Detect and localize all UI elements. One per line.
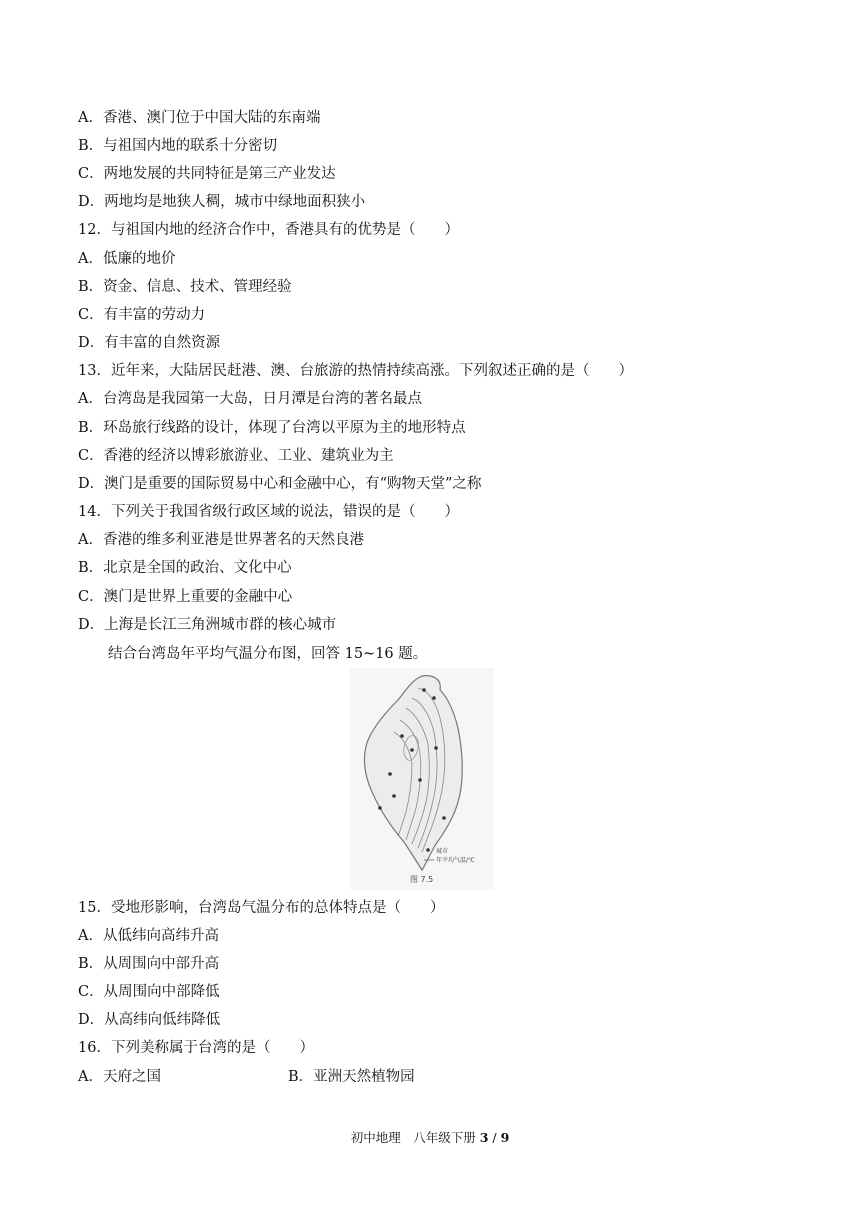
page-total: 9 [500,1130,510,1145]
page-number: 3 [479,1130,489,1145]
q16-option-b: B．亚洲天然植物园 [288,1069,415,1085]
q11-option-c: C．两地发展的共同特征是第三产业发达 [78,166,336,182]
city-marker [410,748,414,752]
q15-stem: 15．受地形影响，台湾岛气温分布的总体特点是（ ） [78,900,445,916]
city-marker [400,734,404,738]
q13-option-a: A．台湾岛是我园第一大岛，日月潭是台湾的著名最点 [78,391,422,407]
page-footer [0,1129,860,1147]
figure-intro: 结合台湾岛年平均气温分布图，回答 15~16 题。 [108,646,428,662]
legend-isotherm-label: 年平均气温/℃ [436,857,475,864]
city-marker [432,696,436,700]
q14-stem: 14．下列关于我国省级行政区域的说法，错误的是（ ） [78,504,459,520]
city-marker [388,772,392,776]
city-marker [442,816,446,820]
q13-stem: 13．近年来，大陆居民赶港、澳、台旅游的热情持续高涨。下列叙述正确的是（ ） [78,363,633,379]
q13-option-c: C．香港的经济以博彩旅游业、工业、建筑业为主 [78,448,394,464]
q12-option-c: C．有丰富的劳动力 [78,307,206,323]
city-marker [434,746,438,750]
q15-option-a: A．从低纬向高纬升高 [78,928,219,944]
q15-option-b: B．从周围向中部升高 [78,956,220,972]
q15-option-d: D．从高纬向低纬降低 [78,1012,221,1028]
q12-option-b: B．资金、信息、技术、管理经验 [78,279,292,295]
q11-option-b: B．与祖国内地的联系十分密切 [78,138,278,154]
q16-options-row [78,1067,415,1087]
city-marker [392,794,396,798]
legend-city-symbol [426,848,430,852]
taiwan-temperature-map [350,668,494,890]
q16-stem: 16．下列美称属于台湾的是（ ） [78,1040,314,1056]
q14-option-b: B．北京是全国的政治、文化中心 [78,560,292,576]
figure-caption: 图 7.5 [410,875,434,884]
q14-option-c: C．澳门是世界上重要的金融中心 [78,589,293,605]
map-image [350,668,494,890]
page-separator: / [488,1130,501,1145]
q11-option-a: A．香港、澳门位于中国大陆的东南端 [78,110,321,126]
q13-option-b: B．环岛旅行线路的设计，体现了台湾以平原为主的地形特点 [78,420,466,436]
q11-option-d: D．两地均是地狭人稠，城市中绿地面积狭小 [78,194,366,210]
q12-option-a: A．低廉的地价 [78,251,176,267]
q14-option-a: A．香港的维多利亚港是世界著名的天然良港 [78,532,364,548]
q14-option-d: D．上海是长江三角洲城市群的核心城市 [78,617,337,633]
q12-option-d: D．有丰富的自然资源 [78,335,221,351]
q12-stem: 12．与祖国内地的经济合作中，香港具有的优势是（ ） [78,222,459,238]
city-marker [422,688,426,692]
q15-option-c: C．从周围向中部降低 [78,984,220,1000]
q16-option-a: A．天府之国 [78,1069,161,1085]
footer-text: 初中地理 八年级下册 [350,1130,476,1145]
city-marker [418,778,422,782]
city-marker [378,806,382,810]
q13-option-d: D．澳门是重要的国际贸易中心和金融中心，有“购物天堂”之称 [78,476,482,492]
legend-city-label: 城市 [436,848,449,855]
